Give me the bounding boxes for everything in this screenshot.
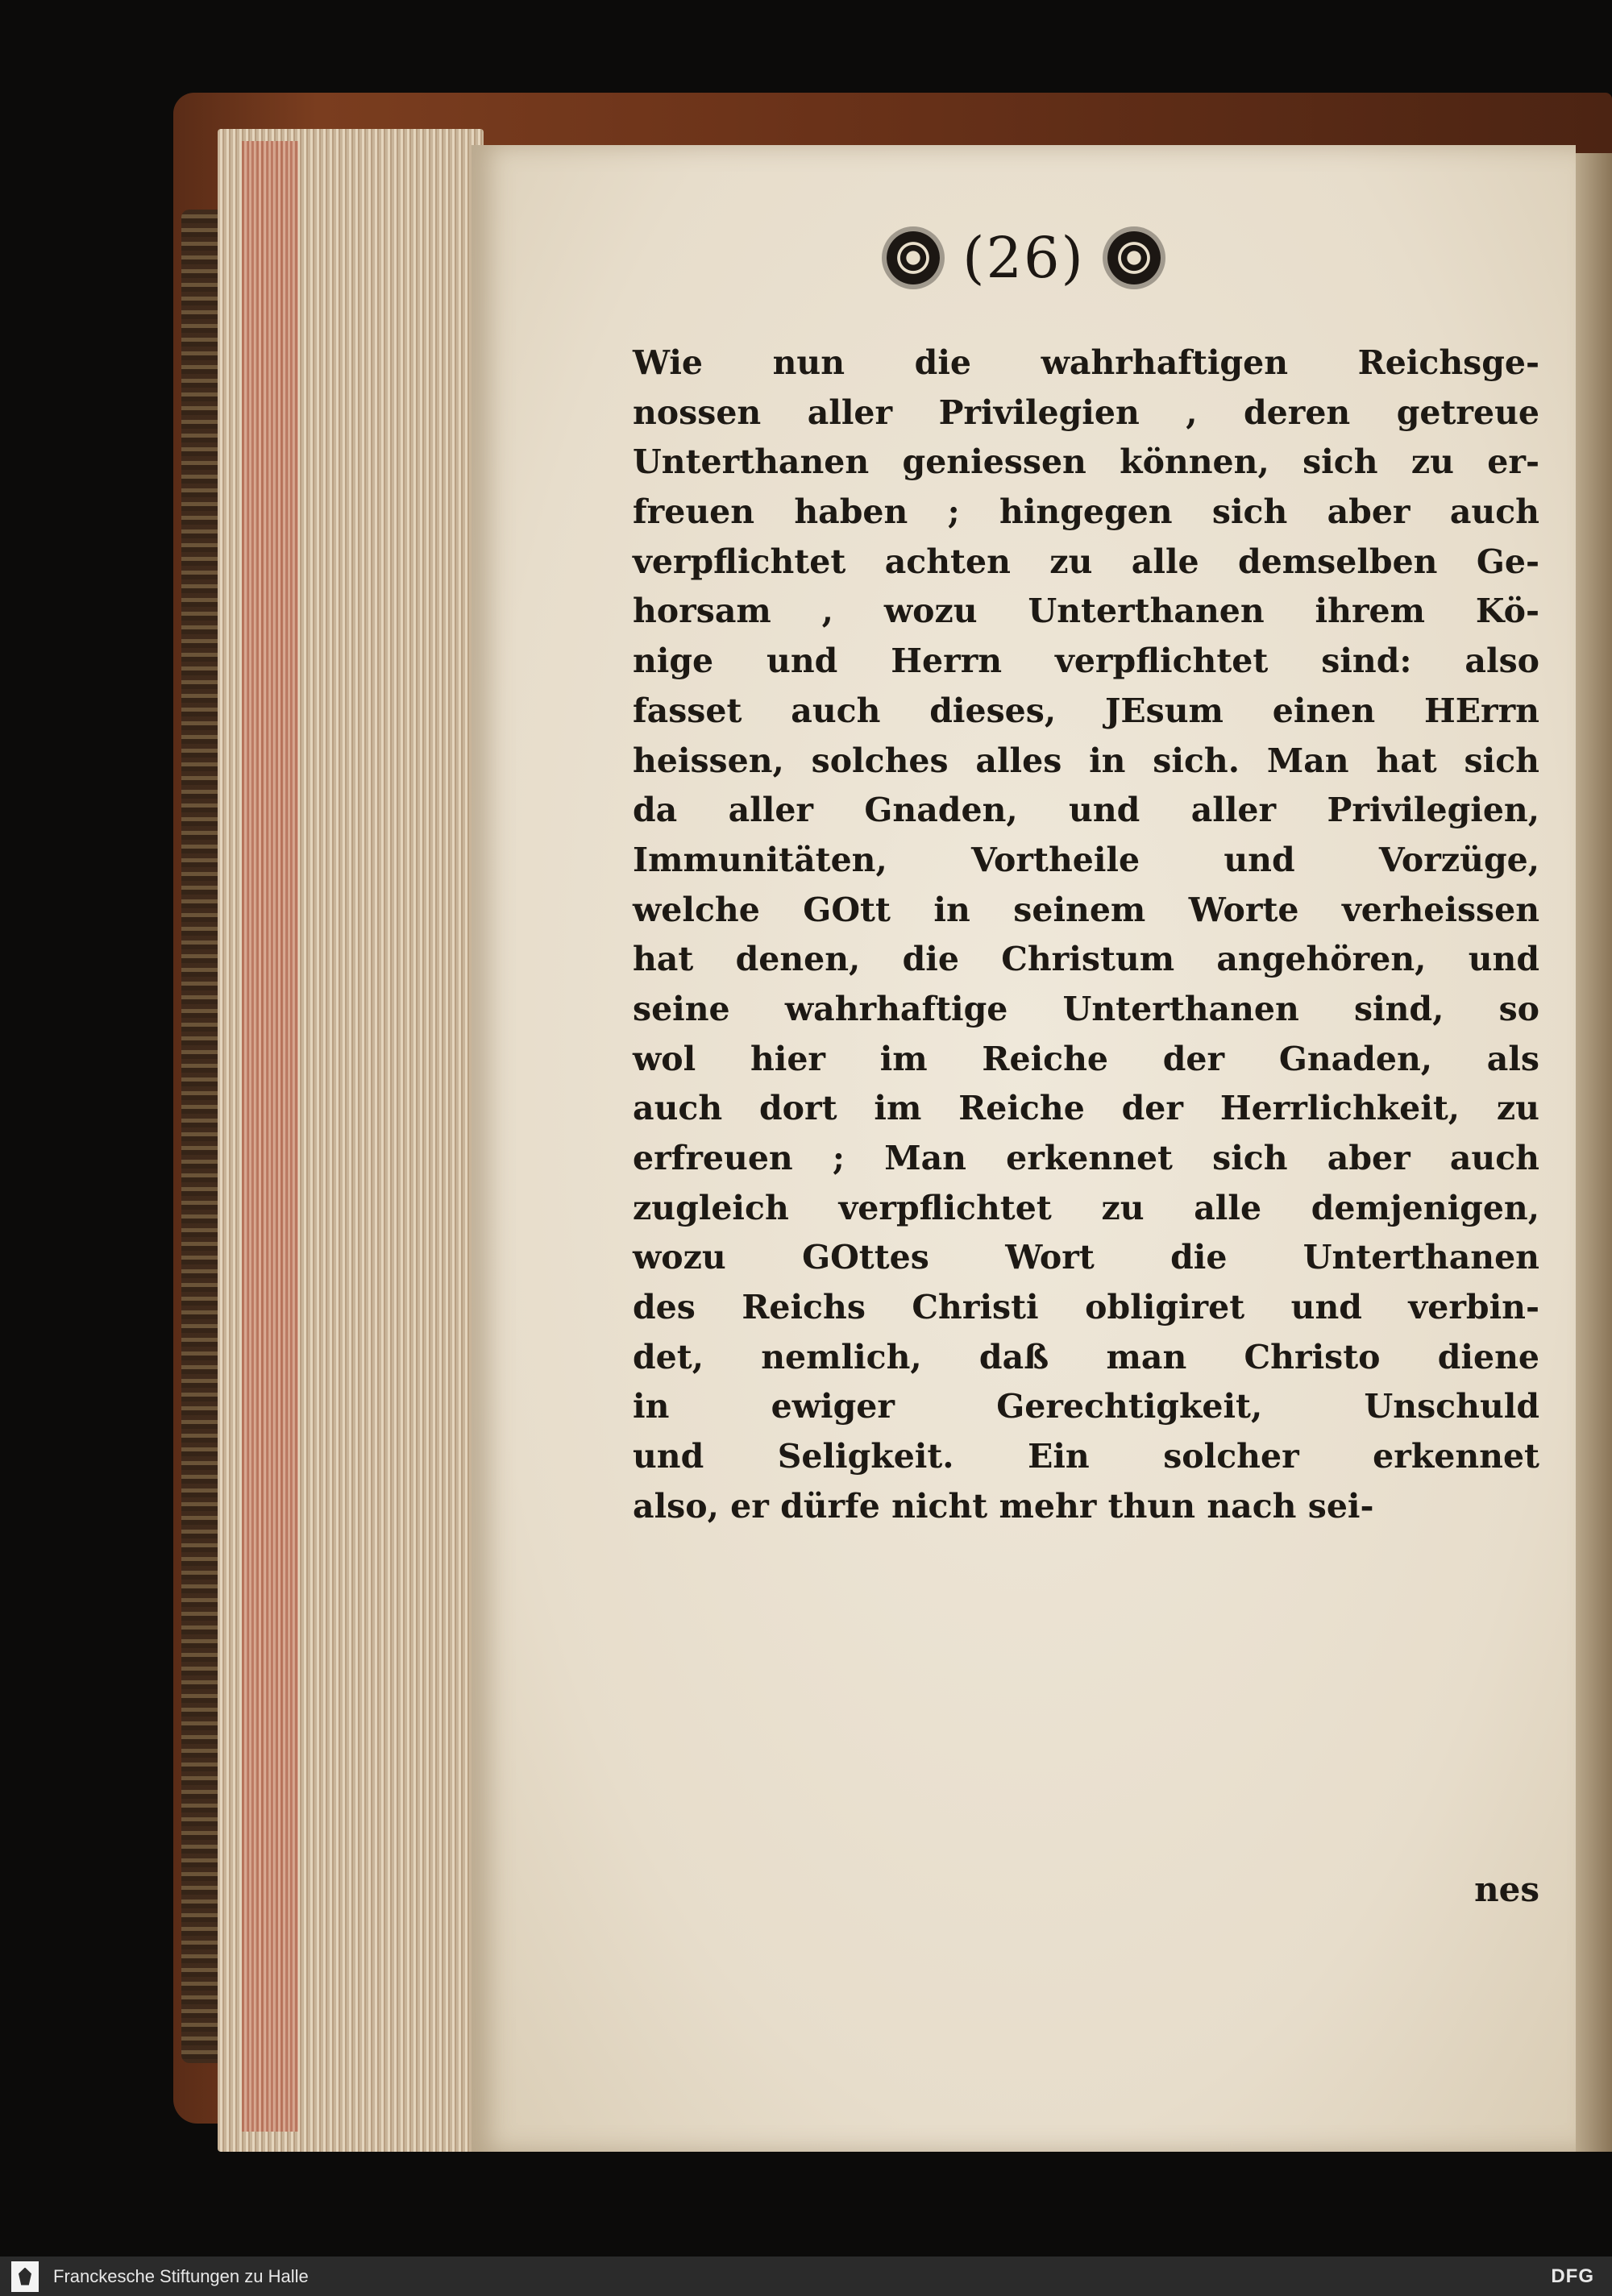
page-number: (26) [962,225,1085,291]
institution-name: Franckesche Stiftungen zu Halle [53,2265,309,2286]
text-line: da aller Gnaden, und aller Privilegien, [633,791,1539,830]
text-line: und Seligkeit. Ein solcher erkennet [633,1437,1539,1476]
text-line: in ewiger Gerechtigkeit, Unschuld [633,1387,1539,1426]
facing-page-edge [1576,153,1612,2152]
page-header [472,222,1576,294]
text-line: zugleich verpflichtet zu alle demjenigen, [633,1188,1539,1227]
text-line: Wie nun die wahrhaftigen Reichsge- [633,343,1539,382]
text-line: Unterthanen geniessen können, sich zu er- [633,442,1539,482]
text-line: wol hier im Reiche der Gnaden, als [633,1039,1539,1078]
text-line: freuen haben ; hingegen sich aber auch [633,492,1539,532]
body-text [633,338,1539,1532]
text-line: verpflichtet achten zu alle demselben Ge- [633,542,1539,581]
text-line: nossen aller Privilegien , deren getreue [633,392,1539,432]
institution-logo-icon [11,2261,39,2292]
ornament-left-icon [887,231,940,284]
text-line: seine wahrhaftige Unterthanen sind, so [633,989,1539,1028]
ornament-right-icon [1107,231,1161,284]
text-line: det, nemlich, daß man Christo diene [633,1337,1539,1376]
text-line: auch dort im Reiche der Herrlichkeit, zu [633,1089,1539,1128]
text-line: welche GOtt in seinem Worte verheissen [633,890,1539,929]
text-line: horsam , wozu Unterthanen ihrem Kö- [633,592,1539,631]
text-line: Immunitäten, Vortheile und Vorzüge, [633,840,1539,879]
viewer-footer [0,2257,1612,2296]
text-line: heissen, solches alles in sich. Man hat sich [633,741,1539,780]
text-line: also, er dürfe nicht mehr thun nach sei- [633,1486,1374,1526]
text-line: wozu GOttes Wort die Unterthanen [633,1238,1539,1277]
text-line: des Reichs Christi obligiret und verbin- [633,1288,1539,1327]
catchword: nes [1474,1870,1539,1909]
text-line: fasset auch dieses, JEsum einen HErrn [633,691,1539,730]
page-edges-tinted [242,141,298,2132]
dfg-logo: DFG [1551,2265,1594,2287]
text-line: nige und Herrn verpflichtet sind: also [633,641,1539,681]
text-line: hat denen, die Christum angehören, und [633,940,1539,979]
text-line: erfreuen ; Man erkennet sich aber auch [633,1139,1539,1177]
